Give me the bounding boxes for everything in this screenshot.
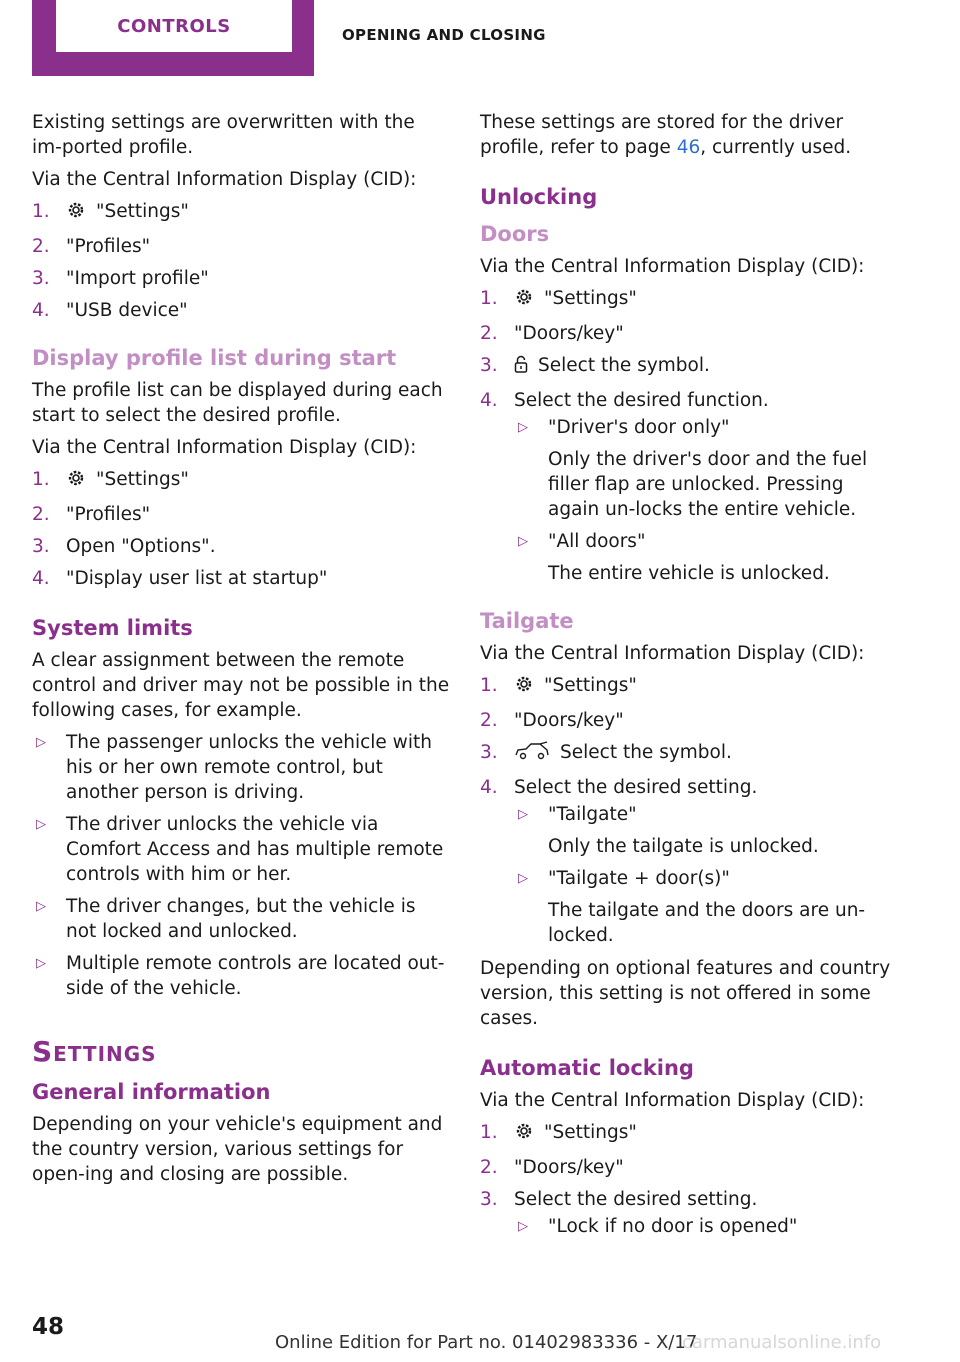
gear-icon	[514, 674, 534, 701]
list-number: 3.	[480, 1189, 498, 1210]
list-text: "Profiles"	[66, 236, 151, 257]
list-item	[32, 467, 450, 495]
display-list-steps	[32, 467, 450, 591]
option-description: Only the tailgate is unlocked.	[548, 836, 819, 857]
list-item	[480, 673, 898, 701]
list-number: 1.	[480, 288, 498, 309]
gear-icon	[66, 468, 86, 495]
list-number: 2.	[32, 236, 50, 257]
list-text: "Settings"	[544, 675, 637, 696]
triangle-bullet-icon: ▷	[36, 899, 46, 914]
list-text: Multiple remote controls are located out‐side of the vehicle.	[66, 953, 445, 999]
list-item	[480, 708, 898, 733]
list-item	[32, 730, 450, 805]
list-item	[32, 894, 450, 944]
triangle-bullet-icon: ▷	[518, 871, 528, 886]
option-item	[514, 802, 898, 859]
list-number: 3.	[32, 536, 50, 557]
paragraph: Via the Central Information Display (CID):	[480, 256, 865, 277]
text: , currently used.	[700, 137, 852, 158]
list-number: 4.	[480, 777, 498, 798]
list-item	[32, 951, 450, 1001]
list-text: The driver unlocks the vehicle via Comfort Access and has multiple remote controls with him or her.	[66, 814, 444, 885]
list-item	[32, 199, 450, 227]
option-item	[514, 529, 898, 586]
list-number: 2.	[480, 1157, 498, 1178]
list-number: 3.	[480, 355, 498, 376]
list-text: "Settings"	[96, 469, 189, 490]
list-item	[480, 1187, 898, 1239]
section-header: OPENING AND CLOSING	[342, 26, 546, 44]
paragraph: Via the Central Information Display (CID):	[480, 643, 865, 664]
list-text: The passenger unlocks the vehicle with his or her own remote control, but another person is driving.	[66, 732, 432, 803]
list-item	[32, 534, 450, 559]
list-item	[480, 1155, 898, 1180]
paragraph	[480, 110, 898, 160]
option-description: Only the driver's door and the fuel filler flap are unlocked. Pressing again un‐locks the entire vehicle.	[548, 449, 868, 520]
list-item	[480, 321, 898, 346]
paragraph: Via the Central Information Display (CID):	[480, 1090, 865, 1111]
heading-tailgate: Tailgate	[480, 609, 574, 633]
option-item	[514, 415, 898, 522]
list-number: 2.	[480, 323, 498, 344]
list-item	[480, 353, 898, 381]
list-item	[480, 388, 898, 586]
option-description: The tailgate and the doors are un‐locked.	[548, 900, 866, 946]
text: These settings are stored for the driver profile, refer to page	[480, 112, 844, 158]
gear-icon	[66, 200, 86, 227]
option-description: The entire vehicle is unlocked.	[548, 563, 830, 584]
list-text: Select the symbol.	[560, 742, 732, 763]
list-number: 2.	[480, 710, 498, 731]
list-text: Open "Options".	[66, 536, 216, 557]
gear-icon	[514, 287, 534, 314]
heading-general-information: General information	[32, 1080, 271, 1104]
list-text: "Doors/key"	[514, 1157, 624, 1178]
left-column	[32, 110, 450, 1194]
doors-options	[514, 415, 898, 586]
option-item	[514, 1214, 898, 1239]
list-item	[32, 234, 450, 259]
gear-icon	[514, 1121, 534, 1148]
list-item	[32, 502, 450, 527]
chapter-tab-label: CONTROLS	[56, 0, 292, 52]
tailgate-options	[514, 802, 898, 948]
limits-list	[32, 730, 450, 1001]
option-label: "Driver's door only"	[548, 417, 730, 438]
list-number: 2.	[32, 504, 50, 525]
list-text: "Settings"	[544, 288, 637, 309]
paragraph: Via the Central Information Display (CID):	[32, 437, 417, 458]
list-item	[480, 740, 898, 768]
list-number: 1.	[32, 201, 50, 222]
list-item	[32, 566, 450, 591]
list-item	[32, 298, 450, 323]
list-number: 1.	[480, 1122, 498, 1143]
list-text: "USB device"	[66, 300, 188, 321]
option-label: "All doors"	[548, 531, 646, 552]
heading-doors: Doors	[480, 222, 550, 246]
triangle-bullet-icon: ▷	[518, 807, 528, 822]
paragraph: Depending on optional features and country version, this setting is not offered in some cases.	[480, 958, 891, 1029]
list-text: "Display user list at startup"	[66, 568, 328, 589]
chapter-tab	[32, 0, 314, 76]
list-number: 4.	[480, 390, 498, 411]
list-number: 1.	[480, 675, 498, 696]
list-number: 1.	[32, 469, 50, 490]
list-number: 4.	[32, 300, 50, 321]
auto-lock-options	[514, 1214, 898, 1239]
list-number: 3.	[480, 742, 498, 763]
car-icon	[514, 741, 550, 768]
option-label: "Lock if no door is opened"	[548, 1216, 798, 1237]
paragraph: Depending on your vehicle's equipment and the country version, various settings for open‐ing and closing are possible.	[32, 1114, 443, 1185]
list-text: Select the desired setting.	[514, 777, 758, 798]
list-text: "Settings"	[96, 201, 189, 222]
triangle-bullet-icon: ▷	[518, 420, 528, 435]
heading-settings: Settings	[32, 1035, 157, 1068]
list-text: "Doors/key"	[514, 710, 624, 731]
triangle-bullet-icon: ▷	[36, 735, 46, 750]
option-label: "Tailgate + door(s)"	[548, 868, 730, 889]
paragraph: Via the Central Information Display (CID):	[32, 169, 417, 190]
list-number: 3.	[32, 268, 50, 289]
paragraph: The profile list can be displayed during each start to select the desired profile.	[32, 380, 443, 426]
list-text: The driver changes, but the vehicle is not locked and unlocked.	[66, 896, 416, 942]
heading-system-limits: System limits	[32, 616, 193, 640]
option-item	[514, 866, 898, 948]
list-text: "Profiles"	[66, 504, 151, 525]
heading-display-profile-list: Display profile list during start	[32, 346, 397, 370]
list-text: Select the desired setting.	[514, 1189, 758, 1210]
list-item	[480, 286, 898, 314]
triangle-bullet-icon: ▷	[518, 1219, 528, 1234]
list-item	[32, 812, 450, 887]
page-link[interactable]: 46	[676, 137, 701, 158]
list-text: "Import profile"	[66, 268, 209, 289]
paragraph: A clear assignment between the remote control and driver may not be possible in the following cases, for example.	[32, 650, 450, 721]
watermark: carmanualsonline.info	[682, 1332, 882, 1353]
triangle-bullet-icon: ▷	[36, 817, 46, 832]
option-label: "Tailgate"	[548, 804, 637, 825]
right-column	[480, 110, 898, 1247]
list-item	[480, 1120, 898, 1148]
triangle-bullet-icon: ▷	[518, 534, 528, 549]
heading-automatic-locking: Automatic locking	[480, 1056, 694, 1080]
page-number: 48	[32, 1314, 65, 1340]
import-steps	[32, 199, 450, 323]
list-text: Select the desired function.	[514, 390, 769, 411]
list-item	[32, 266, 450, 291]
lock-icon	[514, 354, 528, 381]
triangle-bullet-icon: ▷	[36, 956, 46, 971]
edition-footer: Online Edition for Part no. 01402983336 - X/17	[275, 1332, 698, 1353]
list-text: Select the symbol.	[538, 355, 710, 376]
list-text: "Settings"	[544, 1122, 637, 1143]
list-number: 4.	[32, 568, 50, 589]
list-text: "Doors/key"	[514, 323, 624, 344]
tailgate-steps	[480, 673, 898, 948]
auto-lock-steps	[480, 1120, 898, 1239]
doors-steps	[480, 286, 898, 586]
list-item	[480, 775, 898, 948]
paragraph: Existing settings are overwritten with the im‐ported profile.	[32, 112, 415, 158]
heading-unlocking: Unlocking	[480, 185, 598, 209]
